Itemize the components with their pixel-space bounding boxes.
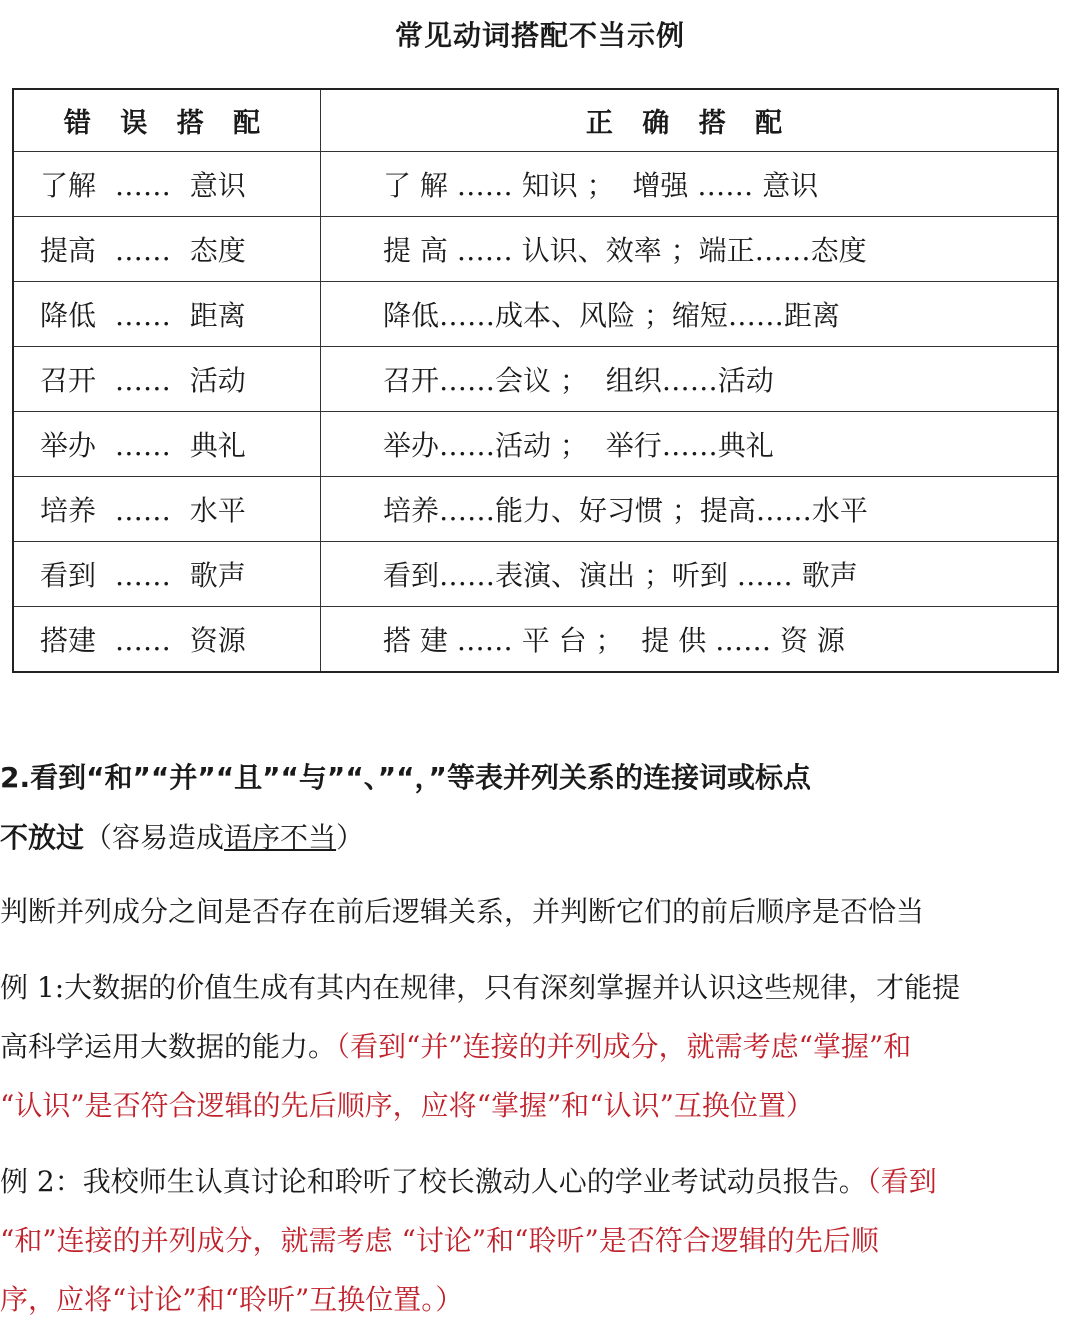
right-cell: 培养……能力、好习惯 ；提高……水平 <box>321 477 1059 542</box>
wrong-cell: 降低 …… 距离 <box>13 282 321 347</box>
example2-line1 <box>0 1162 937 1202</box>
wrong-cell: 培养 …… 水平 <box>13 477 321 542</box>
header-wrong: 错 误 搭 配 <box>13 89 321 152</box>
example2-line3: 序，应将“讨论”和“聆听”互换位置。） <box>0 1283 464 1316</box>
wrong-cell: 召开 …… 活动 <box>13 347 321 412</box>
table-row <box>13 477 1058 542</box>
heading-bold-text: 不放过 <box>0 821 85 854</box>
right-cell: 搭 建 …… 平 台 ； 提 供 …… 资 源 <box>321 607 1059 673</box>
right-cell: 降低……成本、风险 ；缩短……距离 <box>321 282 1059 347</box>
wrong-cell: 举办 …… 典礼 <box>13 412 321 477</box>
heading-paren-open: （容易造成 <box>84 821 225 854</box>
wrong-cell: 提高 …… 态度 <box>13 217 321 282</box>
table-row <box>13 282 1058 347</box>
heading-underlined-text: 语序不当 <box>224 821 337 854</box>
table-row <box>13 607 1058 673</box>
header-right: 正 确 搭 配 <box>321 89 1059 152</box>
right-cell: 举办……活动 ； 举行……典礼 <box>321 412 1059 477</box>
example2-note-start: （看到 <box>866 1165 937 1198</box>
table-row <box>13 542 1058 607</box>
table-row <box>13 412 1058 477</box>
table-row <box>13 217 1058 282</box>
example1-line1: 例 1:大数据的价值生成有其内在规律，只有深刻掌握并认识这些规律，才能提 <box>0 971 961 1004</box>
example1-note: （看到“并”连接的并列成分，就需考虑“掌握”和 <box>336 1030 912 1063</box>
example2-sentence: 例 2：我校师生认真讨论和聆听了校长激动人心的学业考试动员报告。 <box>0 1165 867 1198</box>
example2-line2: “和”连接的并列成分，就需考虑 “讨论”和“聆听”是否符合逻辑的先后顺 <box>0 1224 879 1257</box>
table-header-row <box>13 89 1058 152</box>
right-cell: 看到……表演、演出 ；听到 …… 歌声 <box>321 542 1059 607</box>
wrong-cell: 搭建 …… 资源 <box>13 607 321 673</box>
wrong-cell: 看到 …… 歌声 <box>13 542 321 607</box>
section-heading-continued <box>0 818 364 858</box>
table-row <box>13 152 1058 217</box>
document-title: 常见动词搭配不当示例 <box>394 19 685 52</box>
intro-paragraph: 判断并列成分之间是否存在前后逻辑关系，并判断它们的前后顺序是否恰当 <box>0 895 925 928</box>
example1-sentence-end: 高科学运用大数据的能力。 <box>0 1030 337 1063</box>
heading-paren-close: ） <box>336 821 365 854</box>
collocation-table <box>12 88 1059 673</box>
section-heading: 2.看到“和”“并”“且”“与”“、”“，”等表并列关系的连接词或标点 <box>0 761 811 794</box>
wrong-cell: 了解 …… 意识 <box>13 152 321 217</box>
table-row <box>13 347 1058 412</box>
right-cell: 提 高 …… 认识、效率 ；端正……态度 <box>321 217 1059 282</box>
right-cell: 召开……会议 ； 组织……活动 <box>321 347 1059 412</box>
example1-line2 <box>0 1027 911 1067</box>
right-cell: 了 解 …… 知识 ； 增强 …… 意识 <box>321 152 1059 217</box>
example1-line3: “认识”是否符合逻辑的先后顺序，应将“掌握”和“认识”互换位置） <box>0 1089 814 1122</box>
